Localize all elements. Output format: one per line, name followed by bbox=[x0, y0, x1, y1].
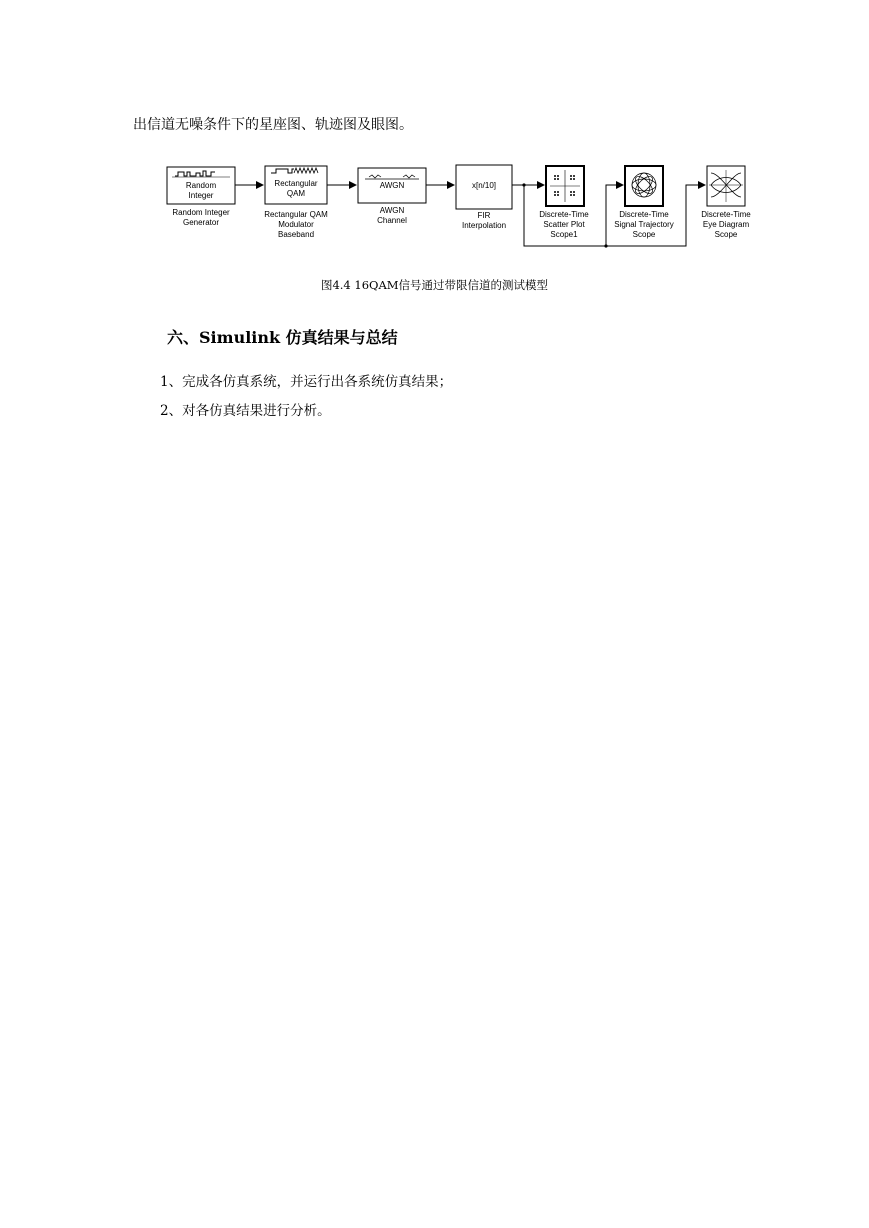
section-heading: 六、Simulink 仿真结果与总结 bbox=[167, 328, 398, 347]
rectangular-qam-caption: Baseband bbox=[277, 230, 315, 239]
scatter-caption: Scope1 bbox=[550, 230, 578, 239]
rectangular-qam-label: Rectangular bbox=[274, 179, 318, 188]
rectangular-qam-caption: Rectangular QAM bbox=[264, 210, 328, 219]
list-item: 2、对各仿真结果进行分析。 bbox=[160, 403, 331, 419]
intro-paragraph: 出信道无噪条件下的星座图、轨迹图及眼图。 bbox=[133, 117, 413, 133]
awgn-label: AWGN bbox=[379, 181, 405, 190]
eye-diagram-scope-block[interactable] bbox=[707, 166, 745, 206]
figure-caption: 图4.4 16QAM信号通过带限信道的测试模型 bbox=[320, 278, 549, 292]
eye-caption: Eye Diagram bbox=[702, 220, 750, 229]
scatter-plot-scope-block[interactable] bbox=[546, 166, 584, 206]
trajectory-caption: Signal Trajectory bbox=[614, 220, 674, 229]
awgn-block[interactable] bbox=[358, 168, 426, 203]
awgn-caption: Channel bbox=[377, 216, 407, 225]
random-integer-label: Integer bbox=[188, 191, 214, 200]
fir-label: x[n/10] bbox=[471, 181, 497, 190]
scatter-caption: Scatter Plot bbox=[543, 220, 585, 229]
fir-caption: FIR bbox=[477, 211, 491, 220]
rectangular-qam-label: QAM bbox=[286, 189, 306, 198]
awgn-caption: AWGN bbox=[379, 206, 405, 215]
trajectory-caption: Scope bbox=[632, 230, 656, 239]
signal-trajectory-scope-block[interactable] bbox=[625, 166, 663, 206]
random-integer-caption: Generator bbox=[182, 218, 220, 227]
random-integer-label: Random bbox=[185, 181, 217, 190]
scatter-caption: Discrete-Time bbox=[539, 210, 589, 219]
fir-interpolation-block[interactable] bbox=[456, 165, 512, 209]
rectangular-qam-caption: Modulator bbox=[278, 220, 314, 229]
simulink-block-diagram bbox=[160, 155, 760, 255]
rectangular-qam-block[interactable] bbox=[265, 166, 327, 204]
list-item: 1、完成各仿真系统，并运行出各系统仿真结果； bbox=[160, 374, 453, 390]
eye-caption: Scope bbox=[714, 230, 738, 239]
trajectory-caption: Discrete-Time bbox=[619, 210, 669, 219]
eye-caption: Discrete-Time bbox=[701, 210, 751, 219]
fir-caption: Interpolation bbox=[461, 221, 507, 230]
random-integer-block[interactable] bbox=[167, 167, 235, 204]
random-integer-caption: Random Integer bbox=[172, 208, 230, 217]
